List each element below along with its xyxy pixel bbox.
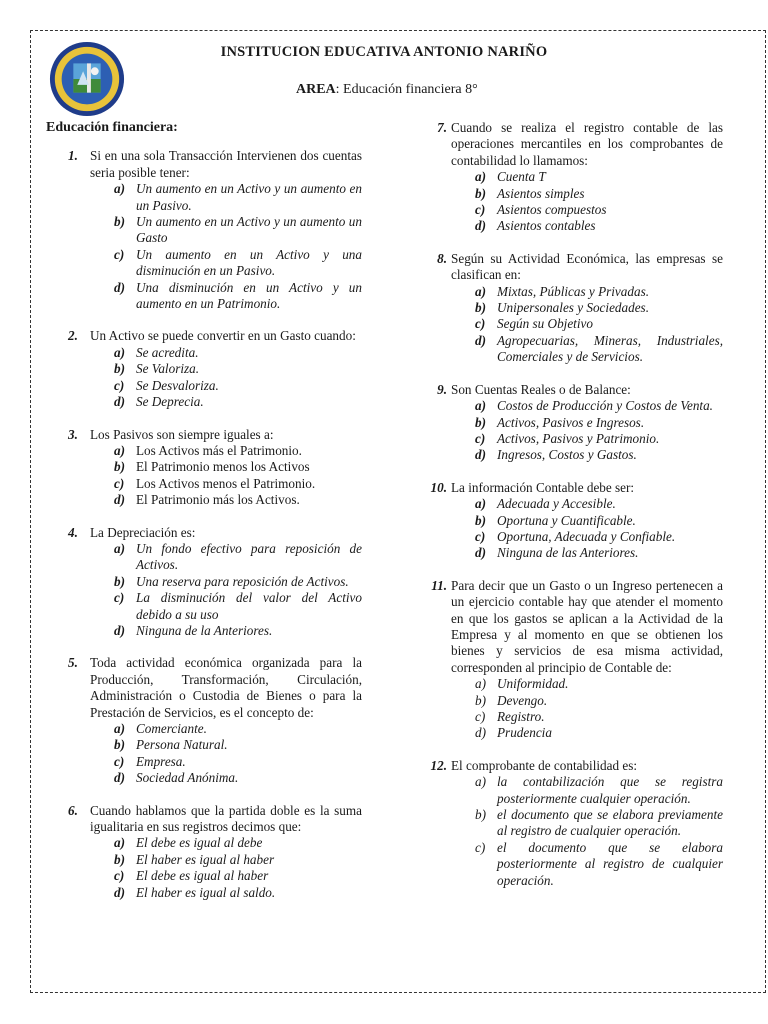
answer-option [475, 218, 723, 234]
question-number: 5. [68, 655, 78, 671]
option-text: Registro. [497, 709, 545, 724]
option-text: Empresa. [136, 753, 186, 769]
option-letter: a) [475, 398, 486, 414]
answer-option [114, 181, 362, 214]
answer-options [451, 398, 723, 464]
answer-option [114, 574, 362, 590]
option-letter: c) [475, 430, 486, 446]
option-text: Ninguna de la Anteriores. [136, 622, 273, 638]
option-letter: d) [114, 770, 125, 786]
answer-option [114, 492, 362, 508]
area-label: AREA [296, 82, 336, 97]
question-number: 9. [437, 381, 447, 397]
answer-option [475, 284, 723, 300]
option-text: Cuenta T [497, 169, 546, 185]
left-column [46, 120, 362, 917]
option-letter: d) [475, 218, 486, 234]
option-letter: b) [114, 214, 125, 230]
option-letter: d) [475, 725, 486, 741]
question-item [46, 525, 362, 640]
answer-options [451, 676, 723, 742]
option-text: Se Valoriza. [136, 361, 200, 377]
question-number: 4. [68, 524, 78, 540]
option-text: Unipersonales y Sociedades. [497, 300, 649, 316]
option-letter: b) [475, 185, 486, 201]
option-letter: d) [475, 447, 486, 463]
option-text: Asientos contables [497, 218, 596, 234]
question-item [46, 655, 362, 786]
question-text: Cuando se realiza el registro contable de las operaciones mercantiles en los comprobantes de contabilidad lo llamamos: [451, 120, 723, 168]
option-letter: a) [475, 774, 486, 790]
option-text: Asientos simples [497, 185, 585, 201]
question-item [427, 251, 723, 366]
option-letter: c) [114, 590, 125, 606]
answer-option [114, 770, 362, 786]
option-letter: c) [114, 475, 125, 491]
answer-options [90, 721, 362, 787]
answer-option [114, 280, 362, 313]
question-number: 6. [68, 802, 78, 818]
question-number: 7. [437, 120, 447, 135]
area-line [296, 82, 478, 98]
answer-options [90, 835, 362, 901]
answer-option [114, 737, 362, 753]
option-text: Persona Natural. [136, 737, 228, 753]
question-text: La Depreciación es: [90, 524, 196, 540]
option-letter: d) [114, 622, 125, 638]
option-text: Los Activos menos el Patrimonio. [136, 475, 316, 491]
answer-option [114, 394, 362, 410]
question-item [46, 328, 362, 410]
option-text: Un aumento en un Activo y un aumento un Gasto [136, 214, 362, 246]
option-text: Adecuada y Accesible. [497, 496, 616, 512]
option-letter: d) [114, 884, 125, 900]
option-text: Una disminución en un Activo y un aumento en un Patrimonio. [136, 279, 362, 312]
option-text: Se acredita. [136, 344, 199, 360]
answer-option [475, 447, 723, 463]
question-text: Son Cuentas Reales o de Balance: [451, 381, 631, 397]
option-text: El Patrimonio menos los Activos [136, 459, 310, 475]
option-letter: b) [114, 851, 125, 867]
option-letter: d) [114, 492, 125, 508]
left-question-list [46, 148, 362, 901]
option-text: Prudencia [497, 725, 552, 741]
option-text: La disminución del valor del Activo debido a su uso [136, 590, 362, 622]
question-text: Según su Actividad Económica, las empresas se clasifican en: [451, 250, 723, 283]
right-question-list [427, 120, 723, 889]
question-text: Cuando hablamos que la partida doble es la suma igualitaria en sus registros decimos que: [90, 802, 362, 835]
answer-option [114, 721, 362, 737]
option-text: Activos, Pasivos y Patrimonio. [497, 430, 660, 446]
option-letter: a) [475, 496, 486, 512]
answer-option [114, 443, 362, 459]
answer-option [475, 774, 723, 807]
question-text: Toda actividad económica organizada para la Producción, Transformación, Circulación, Administración o Custodia de Bienes o para la Prestación de Servicios, es el concepto de: [90, 655, 362, 720]
answer-option [114, 541, 362, 574]
option-text: Devengo. [497, 692, 548, 708]
option-letter: d) [114, 279, 125, 295]
answer-option [475, 807, 723, 840]
answer-option [475, 513, 723, 529]
option-text: Sociedad Anónima. [136, 770, 239, 786]
answer-option [475, 415, 723, 431]
option-letter: a) [475, 283, 486, 299]
option-text: El Patrimonio más los Activos. [136, 492, 300, 508]
answer-option [475, 840, 723, 889]
option-letter: d) [475, 332, 486, 348]
question-item [427, 120, 723, 235]
option-letter: b) [475, 807, 486, 823]
answer-option [475, 398, 723, 414]
option-letter: b) [114, 361, 125, 377]
question-text: Si en una sola Transacción Intervienen dos cuentas seria posible tener: [90, 148, 362, 180]
option-text: Mixtas, Públicas y Privadas. [497, 283, 649, 299]
question-number: 12. [430, 757, 447, 773]
answer-options [451, 496, 723, 562]
option-letter: b) [475, 512, 486, 528]
question-item [427, 480, 723, 562]
question-item [46, 803, 362, 901]
option-text: Oportuna, Adecuada y Confiable. [497, 528, 676, 544]
option-letter: b) [114, 737, 125, 753]
answer-option [475, 431, 723, 447]
option-text: Según su Objetivo [497, 316, 593, 332]
option-letter: d) [114, 394, 125, 410]
answer-option [475, 316, 723, 332]
option-text: Se Desvaloriza. [136, 377, 219, 393]
question-text: Un Activo se puede convertir en un Gasto cuando: [90, 328, 356, 344]
option-letter: b) [475, 414, 486, 430]
option-letter: c) [475, 528, 486, 544]
option-text: El debe es igual al debe [136, 835, 263, 851]
answer-option [475, 169, 723, 185]
answer-option [114, 754, 362, 770]
option-letter: b) [475, 692, 486, 708]
answer-option [475, 529, 723, 545]
answer-option [475, 676, 723, 692]
option-letter: b) [475, 300, 486, 316]
option-letter: d) [475, 545, 486, 561]
question-number: 11. [431, 577, 447, 593]
option-letter: c) [475, 709, 486, 724]
question-item [427, 382, 723, 464]
answer-option [475, 333, 723, 366]
question-item [46, 148, 362, 312]
right-column [427, 120, 723, 905]
option-letter: a) [114, 721, 125, 736]
answer-options [90, 181, 362, 312]
option-text: Agropecuarias, Mineras, Industriales, Comerciales y de Servicios. [497, 332, 723, 365]
option-letter: a) [114, 540, 125, 556]
answer-option [475, 300, 723, 316]
option-text: Comerciante. [136, 721, 207, 736]
answer-option [475, 709, 723, 725]
answer-option [114, 247, 362, 280]
answer-options [451, 284, 723, 366]
option-letter: a) [475, 676, 486, 692]
option-text: El haber es igual al haber [136, 851, 275, 867]
answer-options [90, 345, 362, 411]
school-name: INSTITUCION EDUCATIVA ANTONIO NARIÑO [220, 44, 548, 60]
answer-option [475, 545, 723, 561]
answer-options [90, 541, 362, 639]
option-letter: c) [114, 868, 125, 884]
option-letter: c) [114, 246, 125, 262]
answer-option [114, 378, 362, 394]
question-item [427, 758, 723, 889]
section-title: Educación financiera: [46, 120, 178, 135]
option-text: la contabilización que se registra posteriormente cualquier operación. [497, 774, 723, 806]
question-item [46, 427, 362, 509]
option-letter: a) [114, 344, 125, 360]
question-number: 2. [68, 328, 78, 344]
answer-options [451, 774, 723, 889]
question-number: 10. [430, 479, 447, 495]
option-text: Activos, Pasivos e Ingresos. [497, 414, 645, 430]
option-text: Uniformidad. [497, 676, 569, 692]
question-text: Los Pasivos son siempre iguales a: [90, 426, 274, 442]
option-text: el documento que se elabora previamente al registro de cualquier operación. [497, 807, 723, 839]
option-text: Ninguna de las Anteriores. [497, 545, 639, 561]
option-letter: c) [114, 377, 125, 393]
option-text: Una reserva para reposición de Activos. [136, 573, 349, 589]
option-text: Un aumento en un Activo y una disminución en un Pasivo. [136, 246, 362, 279]
answer-option [114, 459, 362, 475]
option-letter: b) [114, 573, 125, 589]
option-letter: c) [475, 839, 486, 855]
option-letter: a) [114, 835, 125, 851]
answer-option [114, 852, 362, 868]
answer-option [475, 202, 723, 218]
question-text: La información Contable debe ser: [451, 479, 635, 495]
option-text: Oportuna y Cuantificable. [497, 512, 636, 528]
answer-options [451, 169, 723, 235]
option-text: Los Activos más el Patrimonio. [136, 442, 302, 458]
option-letter: a) [114, 442, 125, 458]
option-letter: c) [475, 202, 486, 218]
answer-option [475, 693, 723, 709]
option-text: El debe es igual al haber [136, 868, 269, 884]
question-number: 1. [68, 148, 78, 164]
question-number: 3. [68, 426, 78, 442]
option-letter: b) [114, 459, 125, 475]
option-text: Costos de Producción y Costos de Venta. [497, 398, 713, 414]
answer-option [114, 214, 362, 247]
answer-option [114, 476, 362, 492]
answer-option [114, 835, 362, 851]
option-letter: a) [475, 169, 486, 185]
answer-option [114, 361, 362, 377]
answer-option [475, 725, 723, 741]
answer-option [114, 885, 362, 901]
option-letter: c) [114, 753, 125, 769]
answer-option [114, 868, 362, 884]
question-item [427, 578, 723, 742]
question-text: El comprobante de contabilidad es: [451, 757, 638, 773]
area-value: : Educación financiera 8° [335, 82, 478, 97]
answer-option [114, 590, 362, 623]
option-letter: a) [114, 181, 125, 197]
question-text: Para decir que un Gasto o un Ingreso pertenecen a un ejercicio contable hay que atender el momento en que los gastos se aplican a la Actividad de la Empresa y al momento en que se obtienen los bienes y servicios de esa misma actividad, corresponden al principio de Contable de: [451, 577, 723, 675]
answer-options [90, 443, 362, 509]
question-number: 8. [437, 250, 447, 266]
option-letter: c) [475, 316, 486, 332]
answer-option [475, 186, 723, 202]
option-text: El haber es igual al saldo. [136, 884, 276, 900]
option-text: Asientos compuestos [497, 202, 607, 218]
option-text: el documento que se elabora posteriormente al registro de cualquier operación. [497, 839, 723, 888]
option-text: Se Deprecia. [136, 394, 204, 410]
option-text: Un fondo efectivo para reposición de Activos. [136, 540, 362, 573]
option-text: Un aumento en un Activo y un aumento en un Pasivo. [136, 181, 362, 213]
option-text: Ingresos, Costos y Gastos. [497, 447, 637, 463]
answer-option [475, 496, 723, 512]
answer-option [114, 623, 362, 639]
answer-option [114, 345, 362, 361]
